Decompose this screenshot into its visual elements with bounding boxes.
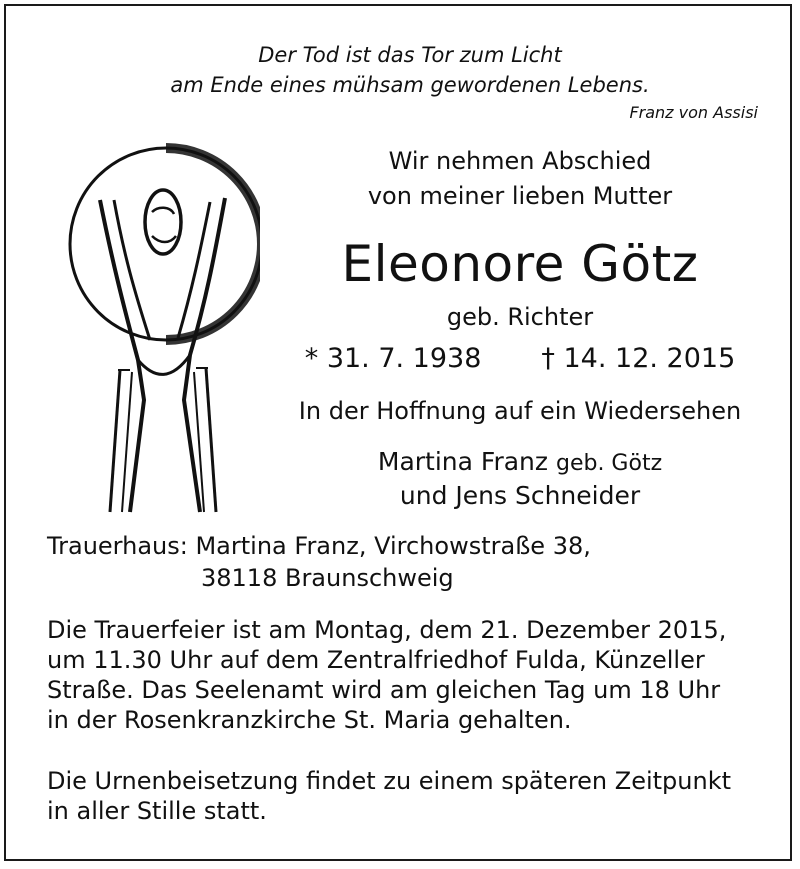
- ceremony-line: um 11.30 Uhr auf dem Zentralfriedhof Fulda, Künzeller: [47, 646, 705, 674]
- urn-line: Die Urnenbeisetzung findet zu einem späteren Zeitpunkt: [47, 767, 732, 795]
- mourner-2: und Jens Schneider: [399, 481, 641, 510]
- mourner-1: [240, 447, 800, 476]
- death-date: † 14. 12. 2015: [541, 343, 736, 374]
- hope-line: In der Hoffnung auf ein Wiedersehen: [298, 397, 742, 425]
- mourner-1-name: Martina Franz: [377, 447, 549, 476]
- birth-date: * 31. 7. 1938: [304, 343, 482, 374]
- urn-paragraph: [47, 766, 767, 826]
- urn-line: in aller Stille statt.: [47, 797, 267, 825]
- quote-author: Franz von Assisi: [629, 103, 758, 122]
- farewell-line-1: Wir nehmen Abschied: [388, 147, 652, 175]
- mourning-house-line-2: 38118 Braunschweig: [201, 564, 454, 592]
- life-dates: [240, 343, 800, 374]
- mourner-1-suffix: geb. Götz: [555, 451, 663, 476]
- ceremony-line: in der Rosenkranzkirche St. Maria gehalten.: [47, 706, 572, 734]
- ceremony-paragraph: [47, 615, 767, 735]
- risen-christ-emblem: [60, 140, 260, 520]
- maiden-name: geb. Richter: [446, 303, 594, 331]
- ceremony-line: Straße. Das Seelenamt wird am gleichen Tag um 18 Uhr: [47, 676, 721, 704]
- mourning-house-line-1: Trauerhaus: Martina Franz, Virchowstraße 38,: [47, 532, 591, 560]
- deceased-name: Eleonore Götz: [341, 235, 699, 293]
- quote-line-2: am Ende eines mühsam gewordenen Lebens.: [170, 73, 650, 97]
- ceremony-line: Die Trauerfeier ist am Montag, dem 21. Dezember 2015,: [47, 616, 727, 644]
- quote-line-1: Der Tod ist das Tor zum Licht: [258, 43, 562, 67]
- farewell-line-2: von meiner lieben Mutter: [367, 182, 673, 210]
